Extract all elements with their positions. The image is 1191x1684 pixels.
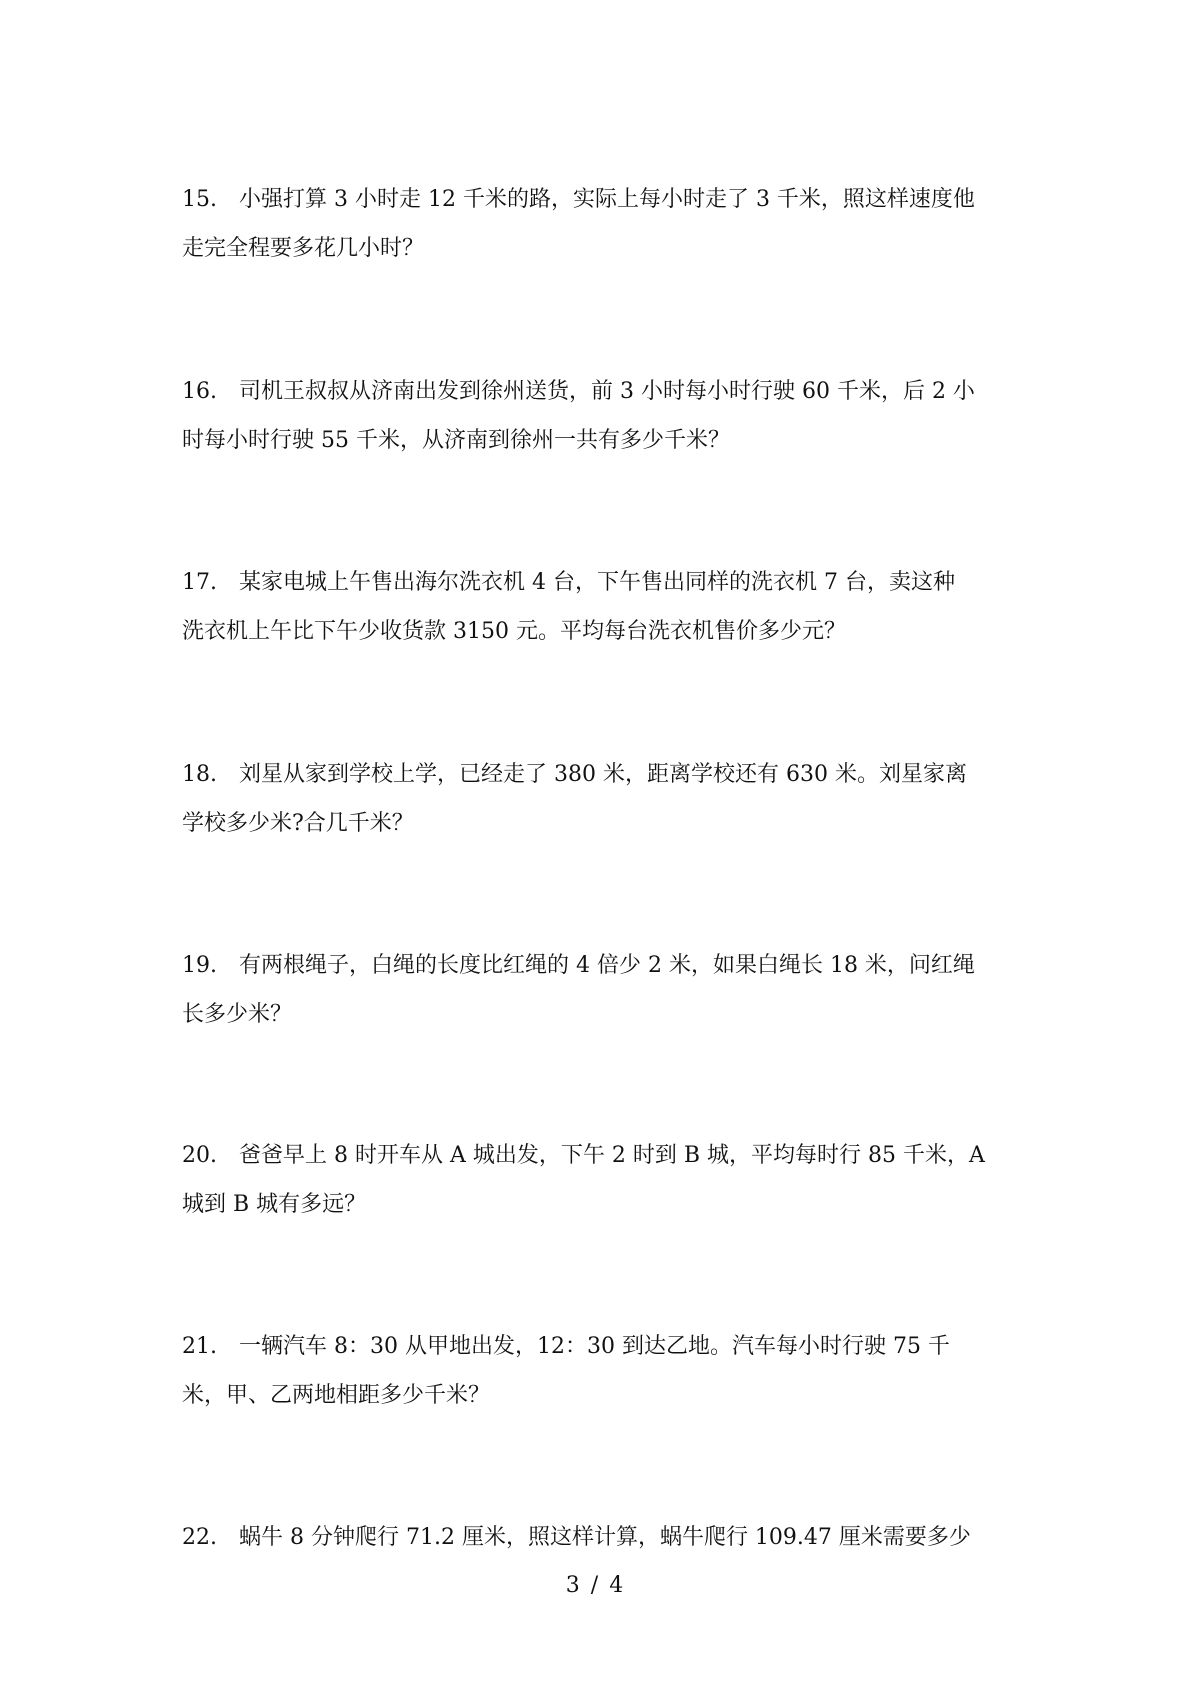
problem-line: 洗衣机上午比下午少收货款 3150 元。平均每台洗衣机售价多少元？ xyxy=(182,619,846,644)
problem-line: 走完全程要多花几小时？ xyxy=(182,236,425,261)
problem-line: 19. 有两根绳子，白绳的长度比红绳的 4 倍少 2 米，如果白绳长 18 米，问红绳 xyxy=(182,953,975,978)
problem-21 xyxy=(182,1322,1022,1420)
problem-line: 17. 某家电城上午售出海尔洗衣机 4 台，下午售出同样的洗衣机 7 台，卖这种 xyxy=(182,570,955,595)
problem-line: 米，甲、乙两地相距多少千米？ xyxy=(182,1383,491,1408)
problem-17 xyxy=(182,558,1022,656)
problem-line: 16. 司机王叔叔从济南出发到徐州送货，前 3 小时每小时行驶 60 千米，后 2 小 xyxy=(182,379,975,404)
problem-line: 21. 一辆汽车 8：30 从甲地出发，12：30 到达乙地。汽车每小时行驶 75 千 xyxy=(182,1334,950,1359)
problem-line: 学校多少米?合几千米？ xyxy=(182,811,414,836)
problem-16 xyxy=(182,367,1022,465)
problem-line: 时每小时行驶 55 千米，从济南到徐州一共有多少千米？ xyxy=(182,428,730,453)
page-number: 3 / 4 xyxy=(565,1573,626,1598)
problem-18 xyxy=(182,750,1022,848)
problem-20 xyxy=(182,1131,1022,1229)
problem-line: 城到 B 城有多远？ xyxy=(182,1192,367,1217)
problem-line: 18. 刘星从家到学校上学，已经走了 380 米，距离学校还有 630 米。刘星家离 xyxy=(182,762,967,787)
problem-22 xyxy=(182,1513,1022,1562)
problem-15 xyxy=(182,175,1022,273)
problem-line: 长多少米？ xyxy=(182,1002,293,1027)
problem-line: 15. 小强打算 3 小时走 12 千米的路，实际上每小时走了 3 千米，照这样速度他 xyxy=(182,187,975,212)
problem-19 xyxy=(182,941,1022,1039)
problem-line: 20. 爸爸早上 8 时开车从 A 城出发，下午 2 时到 B 城，平均每时行 85 千米，A xyxy=(182,1143,985,1168)
problem-line: 22. 蜗牛 8 分钟爬行 71.2 厘米，照这样计算，蜗牛爬行 109.47 厘米需要多少 xyxy=(182,1525,971,1550)
